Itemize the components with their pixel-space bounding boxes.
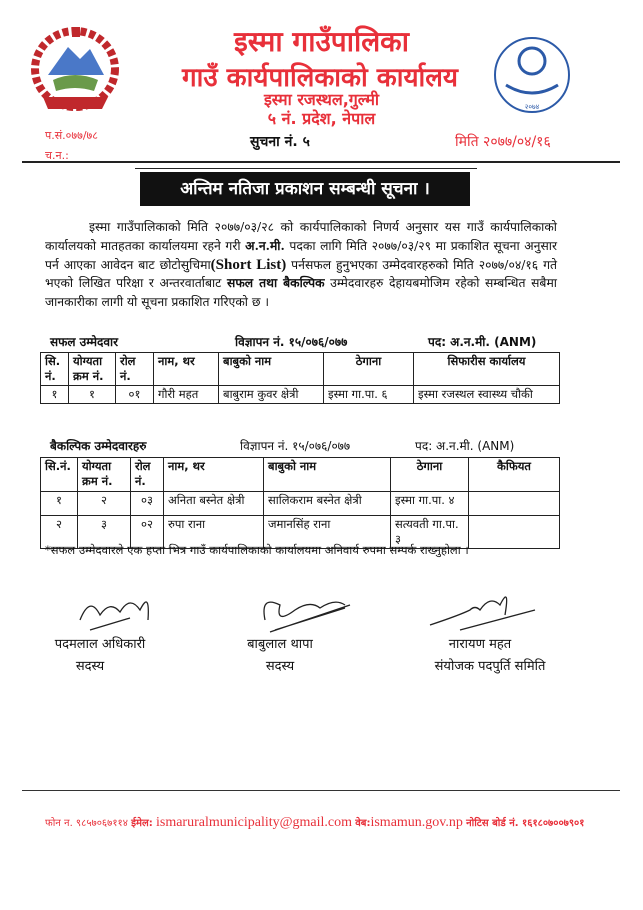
table-row <box>41 492 560 516</box>
signature-2 <box>250 590 360 635</box>
cell: २ <box>78 492 131 516</box>
col-header: ठेगाना <box>391 458 469 492</box>
cell: १ <box>41 492 78 516</box>
svg-text:२०७४: २०७४ <box>524 103 540 111</box>
successful-ad-number: विज्ञापन नं. १५/०७६/०७७ <box>235 335 348 349</box>
footer-web-label: वेब: <box>355 818 371 829</box>
body-text: पदका लागि मिति २०७७/०३/२९ मा प्रकाशित सूचना अनुसार पर्न आएका आवेदन बाट छोटोसुचिमा <box>45 238 558 272</box>
col-header: रोल नं. <box>131 458 164 492</box>
cell: इस्मा गा.पा. ४ <box>391 492 469 516</box>
col-header: नाम, थर <box>154 353 219 386</box>
signatory-role: सदस्य <box>265 659 295 674</box>
body-bold: सफल तथा बैकल्पिक <box>227 275 325 291</box>
col-header: रोल नं. <box>116 353 154 386</box>
col-header: योग्यता क्रम नं. <box>69 353 116 386</box>
col-header: सिफारीस कार्यालय <box>414 353 560 386</box>
office-title: इस्मा गाउँपालिका <box>234 25 409 58</box>
alternate-caption: बैकल्पिक उम्मेदवारहरु <box>50 439 147 453</box>
alternate-table <box>40 457 560 549</box>
signatory-role: संयोजक पदपुर्ति समिति <box>434 659 546 674</box>
cell: २ <box>41 516 78 549</box>
successful-caption: सफल उम्मेदवार <box>50 335 119 349</box>
col-header: नाम, थर <box>164 458 264 492</box>
cell: १ <box>41 386 69 404</box>
col-header: बाबुको नाम <box>264 458 391 492</box>
cell: १ <box>69 386 116 404</box>
cell: ३ <box>78 516 131 549</box>
notice-title-banner: अन्तिम नतिजा प्रकाशन सम्बन्धी सूचना । <box>140 172 470 206</box>
notice-body <box>45 218 557 312</box>
footer-notice-board: नोटिस बोर्ड नं. १६१८०७००७९०१ <box>466 818 585 829</box>
signature-1 <box>70 590 170 635</box>
table-header-row <box>41 458 560 492</box>
signatory-name: बाबुलाल थापा <box>247 637 313 652</box>
cell: सालिकराम बस्नेत क्षेत्री <box>264 492 391 516</box>
table-header-row <box>41 353 560 386</box>
body-text: इस्मा गाउँपालिकाको मिति २०७७/०३/२८ को कार्यपालिकाको निणर्य अनुसार यस गाउँ कार्यपालिकाको कार्यालयको मातहतका कार्यालयमा रहने गरी <box>45 220 557 253</box>
body-bold: अ.न.मी. <box>245 237 285 253</box>
successful-post: पद: अ.न.मी. (ANM) <box>428 335 537 349</box>
footer-phone: फोन न. ९८५७०६७११४ <box>45 818 128 829</box>
signatory-role: सदस्य <box>75 659 105 674</box>
footer-email-label: ईमेल: <box>131 818 153 829</box>
signature-3 <box>420 585 540 635</box>
body-text: पर्नसफल हुनुभएका उम्मेदवारहरुको मिति २०७७/०४/१६ गते भएको लिखित परिक्षा र अन्तरवार्ताबाट <box>45 257 558 291</box>
cell: बाबुराम कुवर क्षेत्री <box>219 386 324 404</box>
reference-number: प.सं.०७७/७८ <box>45 129 98 142</box>
signatory-name: पदमलाल अधिकारी <box>54 637 146 652</box>
col-header: सि.नं. <box>41 458 78 492</box>
cell <box>469 516 560 549</box>
cell: अनिता बस्नेत क्षेत्री <box>164 492 264 516</box>
cell: रुपा राना <box>164 516 264 549</box>
cell <box>469 492 560 516</box>
cell: सत्यवती गा.पा. ३ <box>391 516 469 549</box>
footnote: *सफल उम्मेदवारले एक हप्ता भित्र गाउँ कार्यपालिकाको कार्यालयमा अनिवार्य रुपमा सम्पर्क राख्नुहोला । <box>45 543 469 557</box>
body-english: (Short List) <box>210 256 287 273</box>
cell: गौरी महत <box>154 386 219 404</box>
alternate-post: पद: अ.न.मी. (ANM) <box>415 439 515 453</box>
notice-date: मिति २०७७/०४/१६ <box>455 134 551 150</box>
footer-divider <box>22 790 620 791</box>
successful-table <box>40 352 560 404</box>
footer-email[interactable]: ismaruralmunicipality@gmail.com <box>155 815 352 830</box>
signatory-name: नारायण महत <box>448 637 512 652</box>
body-text: उम्मेदवारहरु देहायबमोजिम रहेको सम्बन्धित सबैमा जानकारीका लागी यो सूचना प्रकाशित गरिएको छ । <box>45 276 557 310</box>
col-header: सि. नं. <box>41 353 69 386</box>
table-row <box>41 386 560 404</box>
office-address: इस्मा रजस्थल,गुल्मी <box>263 90 380 109</box>
municipality-seal <box>492 35 572 115</box>
col-header: योग्यता क्रम नं. <box>78 458 131 492</box>
cell: जमानसिंह राना <box>264 516 391 549</box>
notice-number: सुचना नं. ५ <box>250 134 310 150</box>
cell: ०३ <box>131 492 164 516</box>
office-province: ५ नं. प्रदेश, नेपाल <box>267 109 376 128</box>
dispatch-number: च.न.: <box>45 149 69 162</box>
cell: ०२ <box>131 516 164 549</box>
footer-web[interactable]: ismamun.gov.np <box>370 815 463 830</box>
office-subtitle: गाउँ कार्यपालिकाको कार्यालय <box>182 63 458 93</box>
col-header: बाबुको नाम <box>219 353 324 386</box>
cell: ०१ <box>116 386 154 404</box>
header-divider <box>22 161 620 163</box>
cell: इस्मा रजस्थल स्वास्थ्य चौकी <box>414 386 560 404</box>
footer-contact <box>45 815 584 831</box>
cell: इस्मा गा.पा. ६ <box>324 386 414 404</box>
col-header: ठेगाना <box>324 353 414 386</box>
header-divider-short <box>135 168 477 169</box>
col-header: कैफियत <box>469 458 560 492</box>
alternate-ad-number: विज्ञापन नं. १५/०७६/०७७ <box>240 439 351 453</box>
